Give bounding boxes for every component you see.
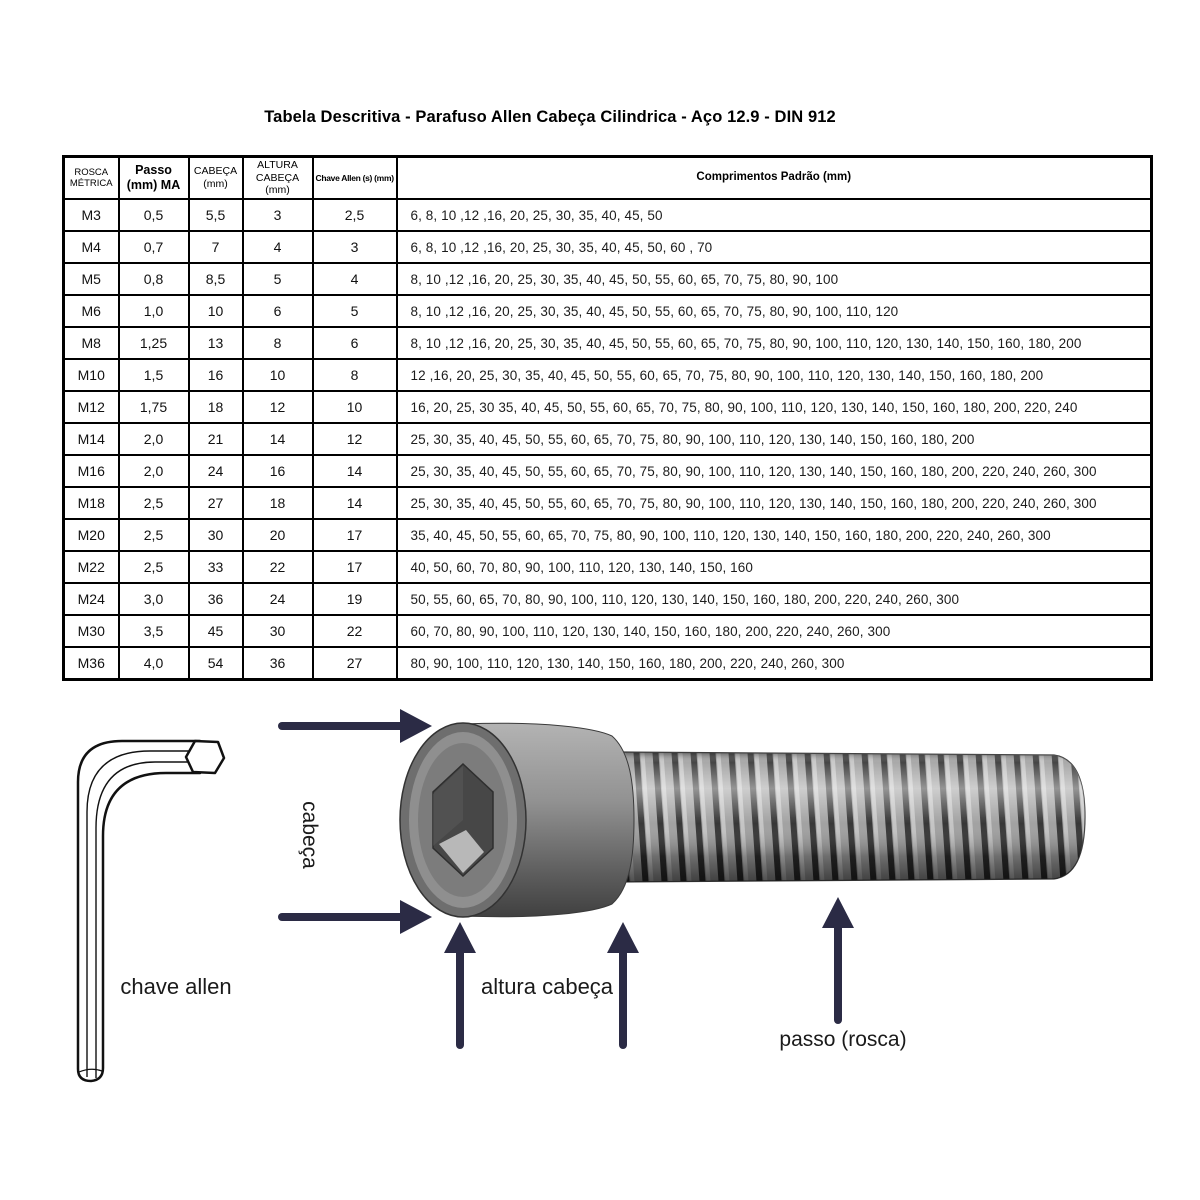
cell-cabeca: 5,5 xyxy=(189,199,243,231)
cell-rosca: M8 xyxy=(64,327,119,359)
passo-arrow-head xyxy=(822,897,854,928)
cell-comprimentos: 80, 90, 100, 110, 120, 130, 140, 150, 160, 180, 200, 220, 240, 260, 300 xyxy=(397,647,1152,680)
cell-rosca: M24 xyxy=(64,583,119,615)
cell-comprimentos: 8, 10 ,12 ,16, 20, 25, 30, 35, 40, 45, 50, 55, 60, 65, 70, 75, 80, 90, 100, 110, 120 xyxy=(397,295,1152,327)
cell-comprimentos: 25, 30, 35, 40, 45, 50, 55, 60, 65, 70, 75, 80, 90, 100, 110, 120, 130, 140, 150, 160, 180, 200, 220, 240, 260, 300 xyxy=(397,487,1152,519)
cell-comprimentos: 8, 10 ,12 ,16, 20, 25, 30, 35, 40, 45, 50, 55, 60, 65, 70, 75, 80, 90, 100, 110, 120, 130, 140, 150, 160, 180, 200 xyxy=(397,327,1152,359)
table-row xyxy=(64,519,1152,551)
label-chave-allen: chave allen xyxy=(120,974,232,999)
spec-table-header xyxy=(64,157,1152,200)
cell-cabeca: 36 xyxy=(189,583,243,615)
cell-chave: 19 xyxy=(313,583,397,615)
table-row xyxy=(64,231,1152,263)
table-row xyxy=(64,263,1152,295)
cell-passo: 0,8 xyxy=(119,263,189,295)
cell-passo: 1,5 xyxy=(119,359,189,391)
table-row xyxy=(64,327,1152,359)
label-passo-rosca: passo (rosca) xyxy=(779,1028,907,1051)
cell-rosca: M36 xyxy=(64,647,119,680)
cell-altura: 14 xyxy=(243,423,313,455)
table-row xyxy=(64,295,1152,327)
table-row xyxy=(64,423,1152,455)
cell-comprimentos: 25, 30, 35, 40, 45, 50, 55, 60, 65, 70, 75, 80, 90, 100, 110, 120, 130, 140, 150, 160, 180, 200, 220, 240, 260, 300 xyxy=(397,455,1152,487)
label-altura-cabeca: altura cabeça xyxy=(480,974,614,999)
cell-cabeca: 21 xyxy=(189,423,243,455)
altura-arrow-right-head xyxy=(607,922,639,953)
allen-key-facet-line-2 xyxy=(96,762,200,1078)
cell-comprimentos: 6, 8, 10 ,12 ,16, 20, 25, 30, 35, 40, 45, 50 xyxy=(397,199,1152,231)
cell-altura: 12 xyxy=(243,391,313,423)
cell-comprimentos: 50, 55, 60, 65, 70, 80, 90, 100, 110, 120, 130, 140, 150, 160, 180, 200, 220, 240, 260, 300 xyxy=(397,583,1152,615)
cell-altura: 8 xyxy=(243,327,313,359)
allen-key-hex-tip xyxy=(186,741,224,773)
cell-altura: 30 xyxy=(243,615,313,647)
cell-altura: 16 xyxy=(243,455,313,487)
cell-rosca: M20 xyxy=(64,519,119,551)
cell-rosca: M16 xyxy=(64,455,119,487)
cell-rosca: M14 xyxy=(64,423,119,455)
cell-cabeca: 7 xyxy=(189,231,243,263)
cell-chave: 2,5 xyxy=(313,199,397,231)
header-row xyxy=(64,157,1152,200)
cell-chave: 27 xyxy=(313,647,397,680)
table-row xyxy=(64,551,1152,583)
cell-passo: 1,0 xyxy=(119,295,189,327)
cell-chave: 22 xyxy=(313,615,397,647)
screw-head xyxy=(400,723,634,917)
cell-cabeca: 30 xyxy=(189,519,243,551)
cell-passo: 2,5 xyxy=(119,551,189,583)
page-title: Tabela Descritiva - Parafuso Allen Cabeça Cilindrica - Aço 12.9 - DIN 912 xyxy=(264,108,836,126)
cell-passo: 3,0 xyxy=(119,583,189,615)
cell-altura: 18 xyxy=(243,487,313,519)
cell-altura: 6 xyxy=(243,295,313,327)
cell-chave: 14 xyxy=(313,455,397,487)
cell-rosca: M22 xyxy=(64,551,119,583)
cell-cabeca: 8,5 xyxy=(189,263,243,295)
cell-cabeca: 54 xyxy=(189,647,243,680)
col-header-passo: Passo (mm) MA xyxy=(119,157,189,200)
cell-rosca: M6 xyxy=(64,295,119,327)
screw-shaft xyxy=(622,752,1085,882)
label-cabeca: cabeça xyxy=(298,801,321,869)
col-header-comprimentos: Comprimentos Padrão (mm) xyxy=(397,157,1152,200)
cell-passo: 0,5 xyxy=(119,199,189,231)
cell-cabeca: 18 xyxy=(189,391,243,423)
cell-altura: 3 xyxy=(243,199,313,231)
cell-comprimentos: 60, 70, 80, 90, 100, 110, 120, 130, 140, 150, 160, 180, 200, 220, 240, 260, 300 xyxy=(397,615,1152,647)
cell-altura: 10 xyxy=(243,359,313,391)
cell-passo: 1,25 xyxy=(119,327,189,359)
cell-chave: 14 xyxy=(313,487,397,519)
cell-chave: 17 xyxy=(313,519,397,551)
table-row xyxy=(64,583,1152,615)
cell-comprimentos: 40, 50, 60, 70, 80, 90, 100, 110, 120, 130, 140, 150, 160 xyxy=(397,551,1152,583)
cell-rosca: M30 xyxy=(64,615,119,647)
cell-comprimentos: 6, 8, 10 ,12 ,16, 20, 25, 30, 35, 40, 45, 50, 60 , 70 xyxy=(397,231,1152,263)
cell-rosca: M18 xyxy=(64,487,119,519)
col-header-cabeca: CABEÇA (mm) xyxy=(189,157,243,200)
col-header-altura-cabeca: ALTURA CABEÇA (mm) xyxy=(243,157,313,200)
table-row xyxy=(64,615,1152,647)
cell-chave: 5 xyxy=(313,295,397,327)
cell-passo: 2,5 xyxy=(119,487,189,519)
cell-passo: 0,7 xyxy=(119,231,189,263)
cell-passo: 1,75 xyxy=(119,391,189,423)
cell-rosca: M12 xyxy=(64,391,119,423)
cell-cabeca: 33 xyxy=(189,551,243,583)
cell-passo: 3,5 xyxy=(119,615,189,647)
cell-chave: 17 xyxy=(313,551,397,583)
allen-key-drawing xyxy=(78,741,224,1081)
spec-table-body xyxy=(64,199,1152,680)
cell-altura: 4 xyxy=(243,231,313,263)
cell-passo: 2,0 xyxy=(119,455,189,487)
cell-comprimentos: 8, 10 ,12 ,16, 20, 25, 30, 35, 40, 45, 50, 55, 60, 65, 70, 75, 80, 90, 100 xyxy=(397,263,1152,295)
cell-chave: 4 xyxy=(313,263,397,295)
cell-passo: 2,0 xyxy=(119,423,189,455)
cell-chave: 3 xyxy=(313,231,397,263)
cell-passo: 2,5 xyxy=(119,519,189,551)
cabeca-arrow-bottom-head xyxy=(400,900,432,934)
cell-comprimentos: 25, 30, 35, 40, 45, 50, 55, 60, 65, 70, 75, 80, 90, 100, 110, 120, 130, 140, 150, 160, 180, 200 xyxy=(397,423,1152,455)
table-row xyxy=(64,391,1152,423)
spec-table xyxy=(62,155,1153,681)
cell-passo: 4,0 xyxy=(119,647,189,680)
screw-diagram xyxy=(0,660,1200,1200)
table-row xyxy=(64,455,1152,487)
cell-rosca: M3 xyxy=(64,199,119,231)
cabeca-arrow-top-head xyxy=(400,709,432,743)
table-row xyxy=(64,199,1152,231)
table-row xyxy=(64,487,1152,519)
cell-cabeca: 24 xyxy=(189,455,243,487)
cell-comprimentos: 16, 20, 25, 30 35, 40, 45, 50, 55, 60, 65, 70, 75, 80, 90, 100, 110, 120, 130, 140, 150, 160, 180, 200, 220, 240 xyxy=(397,391,1152,423)
cell-cabeca: 45 xyxy=(189,615,243,647)
cell-rosca: M5 xyxy=(64,263,119,295)
cell-cabeca: 10 xyxy=(189,295,243,327)
cell-cabeca: 27 xyxy=(189,487,243,519)
cell-comprimentos: 12 ,16, 20, 25, 30, 35, 40, 45, 50, 55, 60, 65, 70, 75, 80, 90, 100, 110, 120, 130, 140, 150, 160, 180, 200 xyxy=(397,359,1152,391)
cell-rosca: M4 xyxy=(64,231,119,263)
cell-altura: 22 xyxy=(243,551,313,583)
cell-cabeca: 13 xyxy=(189,327,243,359)
cell-cabeca: 16 xyxy=(189,359,243,391)
col-header-chave-allen: Chave Allen (s) (mm) xyxy=(313,157,397,200)
cell-chave: 6 xyxy=(313,327,397,359)
col-header-rosca-metrica: ROSCA MÉTRICA xyxy=(64,157,119,200)
cell-rosca: M10 xyxy=(64,359,119,391)
cell-altura: 5 xyxy=(243,263,313,295)
altura-arrow-left-head xyxy=(444,922,476,953)
table-row xyxy=(64,359,1152,391)
cell-altura: 24 xyxy=(243,583,313,615)
cell-altura: 36 xyxy=(243,647,313,680)
cell-chave: 12 xyxy=(313,423,397,455)
cell-altura: 20 xyxy=(243,519,313,551)
shaft-shading xyxy=(622,752,1085,882)
cell-chave: 8 xyxy=(313,359,397,391)
cell-chave: 10 xyxy=(313,391,397,423)
cell-comprimentos: 35, 40, 45, 50, 55, 60, 65, 70, 75, 80, 90, 100, 110, 120, 130, 140, 150, 160, 180, 200, 220, 240, 260, 300 xyxy=(397,519,1152,551)
